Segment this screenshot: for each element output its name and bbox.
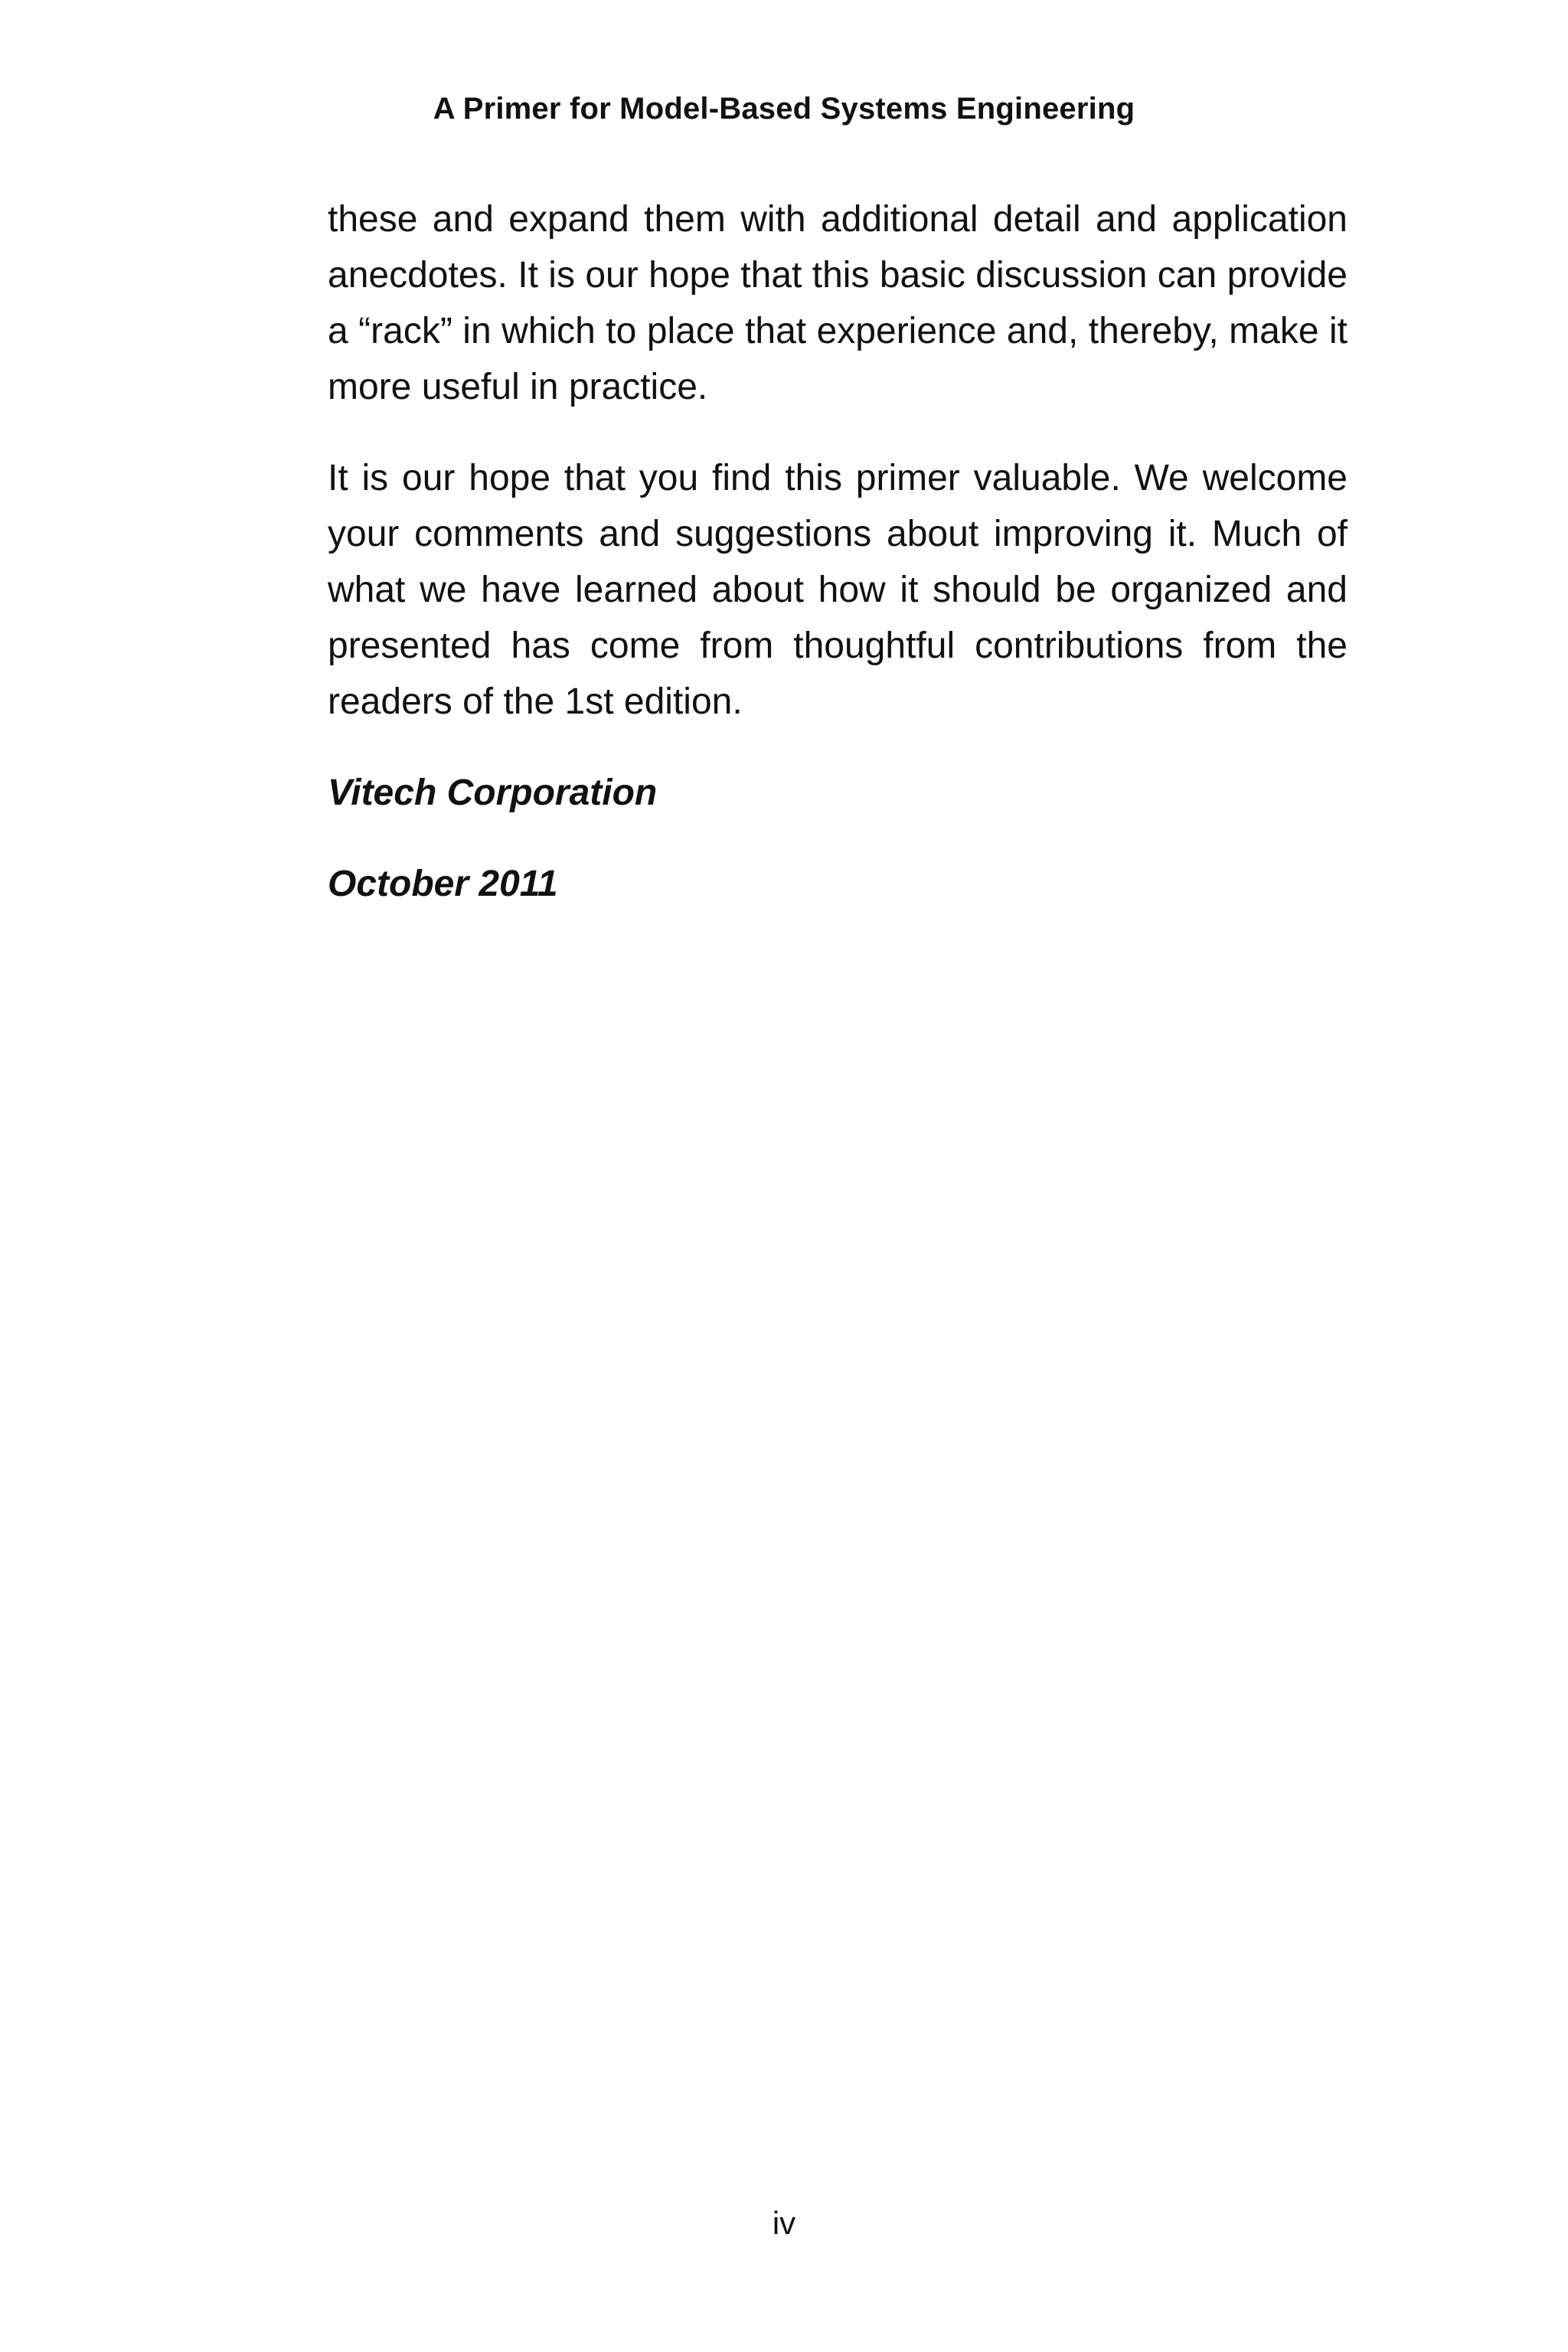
- signoff-date: October 2011: [328, 864, 558, 904]
- paragraph-1: these and expand them with additional detail and application anecdotes. It is our hope that this basic discussion can provide a “rack” in which to place that experience and, thereby, make it more useful in practice.: [328, 199, 1348, 407]
- body-text: [328, 191, 1348, 947]
- running-header: A Primer for Model-Based Systems Engineering: [433, 92, 1135, 126]
- paragraph-2: It is our hope that you find this primer valuable. We welcome your comments and suggestions about improving it. Much of what we have learned about how it should be organized and presented has come from thoughtful contributions from the readers of the 1st edition.: [328, 458, 1348, 722]
- page-number: iv: [772, 2205, 796, 2241]
- signoff-organization: Vitech Corporation: [328, 773, 658, 813]
